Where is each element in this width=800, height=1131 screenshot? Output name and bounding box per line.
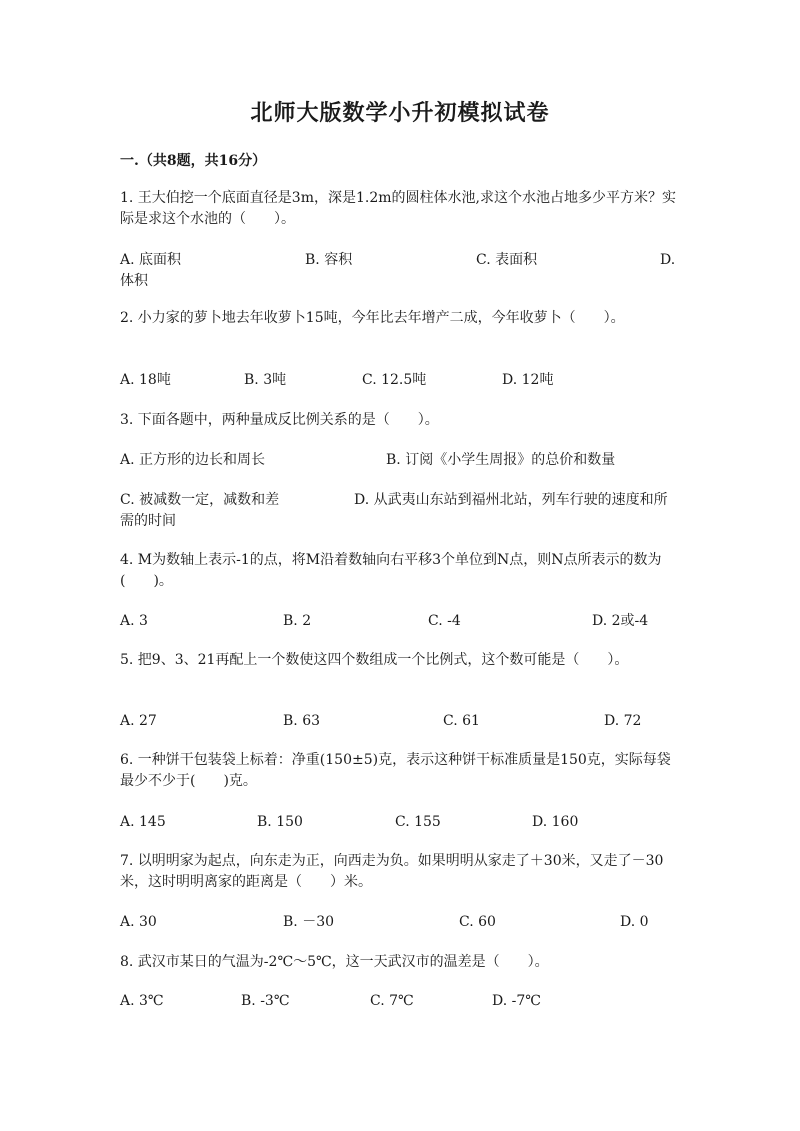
q1-option-c: C. 表面积 <box>476 252 538 268</box>
q2-option-a: A. 18吨 <box>120 372 171 388</box>
q5-option-c: C. 61 <box>443 713 480 729</box>
q3-option-a: A. 正方形的边长和周长 <box>120 452 266 468</box>
q6-option-b: B. 150 <box>257 814 303 830</box>
q3-option-d: D. 从武夷山东站到福州北站，列车行驶的速度和所需的时间 <box>120 492 668 529</box>
q6-option-a: A. 145 <box>120 814 166 830</box>
q2-option-d: D. 12吨 <box>502 372 554 388</box>
question-8: 8. 武汉市某日的气温为-2℃～5℃，这一天武汉市的温差是（ ）。 <box>120 954 549 970</box>
q7-option-d: D. 0 <box>620 914 649 930</box>
q7-option-a: A. 30 <box>120 914 157 930</box>
question-6: 6. 一种饼干包装袋上标着：净重(150±5)克，表示这种饼干标准质量是150克，实际每袋最少不少于( )克。 <box>120 752 671 789</box>
q3-option-b: B. 订阅《小学生周报》的总价和数量 <box>386 452 616 468</box>
q4-option-d: D. 2或-4 <box>592 613 649 629</box>
q6-option-c: C. 155 <box>395 814 441 830</box>
question-4: 4. M为数轴上表示-1的点，将M沿着数轴向右平移3个单位到N点，则N点所表示的数为( )。 <box>120 552 662 589</box>
question-1: 1. 王大伯挖一个底面直径是3m，深是1.2m的圆柱体水池,求这个水池占地多少平方米？实际是求这个水池的（ ）。 <box>120 190 676 227</box>
q7-option-b: B. －30 <box>283 914 335 930</box>
question-2: 2. 小力家的萝卜地去年收萝卜15吨，今年比去年增产二成，今年收萝卜（ ）。 <box>120 310 625 326</box>
q8-option-d: D. -7℃ <box>492 993 541 1009</box>
q8-option-c: C. 7℃ <box>370 993 414 1009</box>
q4-option-b: B. 2 <box>283 613 312 629</box>
q5-option-b: B. 63 <box>283 713 321 729</box>
page-title: 北师大版数学小升初模拟试卷 <box>250 100 550 126</box>
q3-option-c: C. 被减数一定，减数和差 <box>120 492 280 508</box>
q1-option-a: A. 底面积 <box>120 252 182 268</box>
q6-option-d: D. 160 <box>532 814 579 830</box>
q1-option-b: B. 容积 <box>305 252 353 268</box>
q5-option-d: D. 72 <box>604 713 642 729</box>
question-7: 7. 以明明家为起点，向东走为正，向西走为负。如果明明从家走了＋30米，又走了－30米，这时明明离家的距离是（ ）米。 <box>120 853 664 890</box>
q2-option-b: B. 3吨 <box>244 372 287 388</box>
q2-option-c: C. 12.5吨 <box>362 372 427 388</box>
q4-option-a: A. 3 <box>120 613 148 629</box>
q8-option-a: A. 3℃ <box>120 993 164 1009</box>
q5-option-a: A. 27 <box>120 713 157 729</box>
q8-option-b: B. -3℃ <box>241 993 290 1009</box>
q7-option-c: C. 60 <box>459 914 496 930</box>
question-5: 5. 把9、3、21再配上一个数使这四个数组成一个比例式，这个数可能是（ ）。 <box>120 652 629 668</box>
q4-option-c: C. -4 <box>428 613 461 629</box>
question-3: 3. 下面各题中，两种量成反比例关系的是（ ）。 <box>120 412 439 428</box>
section-heading: 一.（共8题，共16分） <box>120 153 267 169</box>
